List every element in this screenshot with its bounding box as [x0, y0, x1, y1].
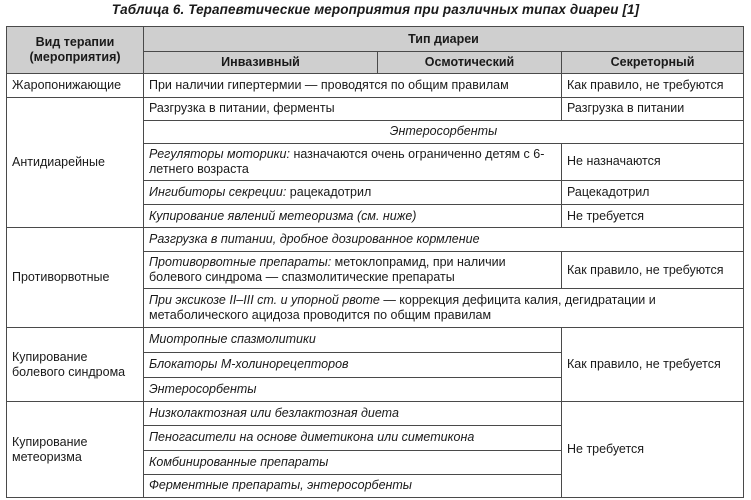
- cell-antiemetic-diet: Разгрузка в питании, дробное дозированное кормление: [144, 228, 744, 252]
- cell-antipyretic-secretory: Как правило, не требуются: [562, 74, 744, 97]
- header-osmotic: Осмотический: [378, 52, 562, 74]
- cell-motility-regulators: [144, 143, 562, 180]
- header-diarrhea-type: Тип диареи: [144, 27, 744, 52]
- cell-antiemetic-secretory: Как правило, не требуются: [562, 252, 744, 289]
- cell-antipyretic-text: При наличии гипертермии — проводятся по общим правилам: [144, 74, 562, 97]
- header-invasive: Инвазивный: [144, 52, 378, 74]
- cell-motility-secretory: Не назначаются: [562, 143, 744, 180]
- cell-meteorism-enzymes: Ферментные препараты, энтеросорбенты: [144, 474, 562, 497]
- cell-meteorism-relief-secretory: Не требуется: [562, 205, 744, 228]
- row-label-antidiarrheal: Антидиарейные: [7, 97, 144, 228]
- cell-meteorism-secretory: Не требуется: [562, 402, 744, 498]
- cell-exsiccosis: [144, 289, 744, 328]
- cell-meteorism-relief: Купирование явлений метеоризма (см. ниже): [144, 205, 562, 228]
- cell-meteorism-antifoam: Пеногасители на основе диметикона или симетикона: [144, 426, 562, 450]
- table-row: [7, 228, 744, 252]
- cell-meteorism-diet: Низколактозная или безлактозная диета: [144, 402, 562, 426]
- therapy-table: [6, 26, 744, 498]
- cell-secretion-secretory: Рацекадотрил: [562, 180, 744, 204]
- antiemetic-label: Противорвотные препараты:: [149, 255, 332, 270]
- motility-text: назначаются очень ограниченно детям с 6-летнего возраста: [149, 146, 545, 176]
- row-label-pain: Купирование болевого синдрома: [7, 328, 144, 402]
- secretion-text: рацекадотрил: [286, 184, 372, 199]
- row-label-meteorism: Купирование метеоризма: [7, 402, 144, 498]
- table-row: [7, 402, 744, 426]
- exsiccosis-text: — коррекция дефицита калия, дегидратации и метаболического ацидоза проводится по общим правилам: [149, 293, 656, 323]
- cell-enterosorbents: Энтеросорбенты: [144, 120, 744, 143]
- cell-antiemetic-drugs: [144, 252, 562, 289]
- header-therapy-type: Вид терапии (мероприятия): [7, 27, 144, 74]
- row-label-antiemetic: Противорвотные: [7, 228, 144, 328]
- cell-antidiarrheal-diet: Разгрузка в питании, ферменты: [144, 97, 562, 120]
- cell-antidiarrheal-diet-secretory: Разгрузка в питании: [562, 97, 744, 120]
- table-caption: Таблица 6. Терапевтические мероприятия при различных типах диареи [1]: [111, 2, 640, 17]
- cell-secretion-inhibitors: [144, 180, 562, 204]
- table-row: [7, 328, 744, 352]
- cell-meteorism-combined: Комбинированные препараты: [144, 450, 562, 474]
- row-label-antipyretic: Жаропонижающие: [7, 74, 144, 97]
- motility-label: Регуляторы моторики:: [149, 146, 290, 161]
- exsiccosis-label: При эксикозе II–III ст. и упорной рвоте: [149, 293, 380, 308]
- cell-pain-m-blockers: Блокаторы М-холинорецепторов: [144, 352, 562, 377]
- header-secretory: Секреторный: [562, 52, 744, 74]
- antiemetic-text: метоклопрамид, при наличии болевого синдрома — спазмолитические препараты: [149, 255, 506, 285]
- cell-pain-enterosorbents: Энтеросорбенты: [144, 377, 562, 401]
- cell-pain-antispasmodics: Миотропные спазмолитики: [144, 328, 562, 352]
- cell-pain-secretory: Как правило, не требуется: [562, 328, 744, 402]
- secretion-label: Ингибиторы секреции:: [149, 184, 287, 199]
- table-row: [7, 97, 744, 120]
- table-row: [7, 74, 744, 97]
